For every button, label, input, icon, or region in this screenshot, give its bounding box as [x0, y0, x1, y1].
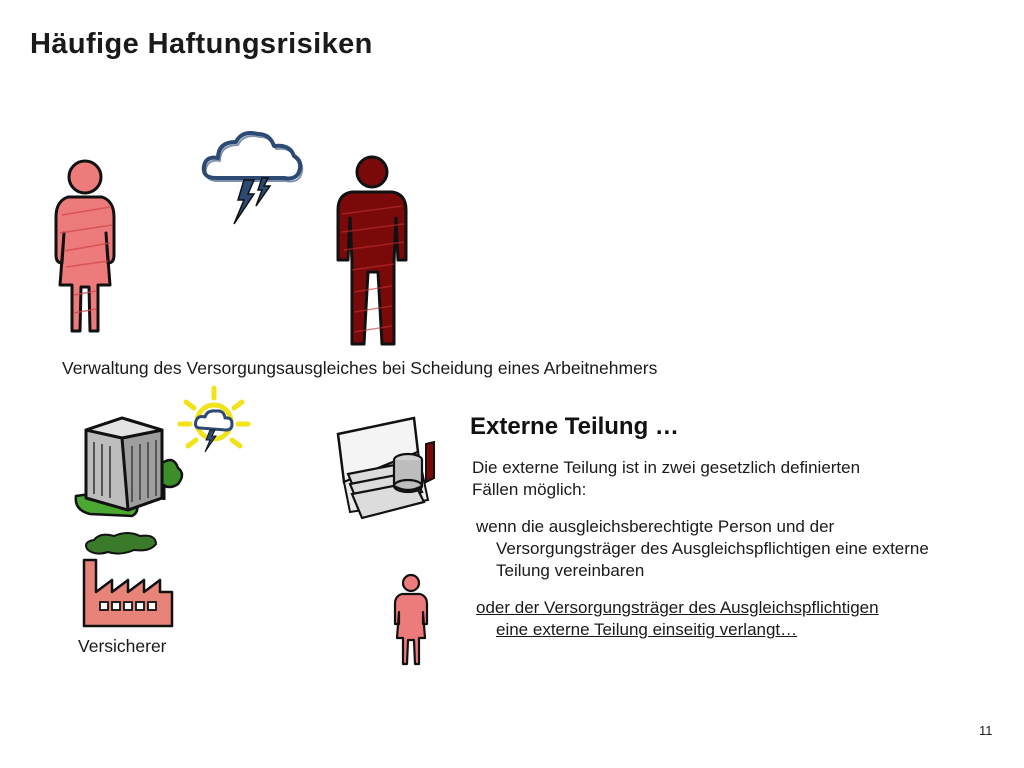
case-one-line: wenn die ausgleichsberechtigte Person und der: [476, 517, 835, 536]
insurer-label: Versicherer: [78, 636, 167, 656]
case-two-link[interactable]: [476, 597, 1016, 641]
factory-icon: [74, 530, 178, 630]
case-one-line: Teilung vereinbaren: [496, 561, 645, 580]
page-title: Häufige Haftungsrisiken: [30, 28, 373, 60]
money-coins-icon: [330, 412, 442, 524]
page-number: 11: [979, 723, 993, 738]
case-one-line: Versorgungsträger des Ausgleichspflichtigen eine externe: [496, 539, 929, 558]
woman-figure-icon: [40, 155, 130, 340]
intro-line: Die externe Teilung ist in zwei gesetzlich definierten: [472, 458, 861, 477]
man-figure-icon: [326, 152, 421, 352]
intro-line: Fällen möglich:: [472, 480, 587, 499]
intro-paragraph: [472, 457, 972, 501]
small-woman-figure-icon: [390, 572, 432, 668]
case-one-paragraph: [476, 516, 1016, 582]
sun-cloud-icon: [176, 384, 256, 456]
scenario-caption: Verwaltung des Versorgungsausgleiches bei Scheidung eines Arbeitnehmers: [62, 358, 658, 378]
case-two-line: oder der Versorgungsträger des Ausgleichspflichtigen: [476, 598, 879, 617]
office-building-icon: [70, 414, 188, 519]
storm-cloud-icon: [198, 128, 308, 228]
section-heading: Externe Teilung …: [470, 413, 679, 440]
case-two-line: eine externe Teilung einseitig verlangt…: [496, 620, 798, 639]
